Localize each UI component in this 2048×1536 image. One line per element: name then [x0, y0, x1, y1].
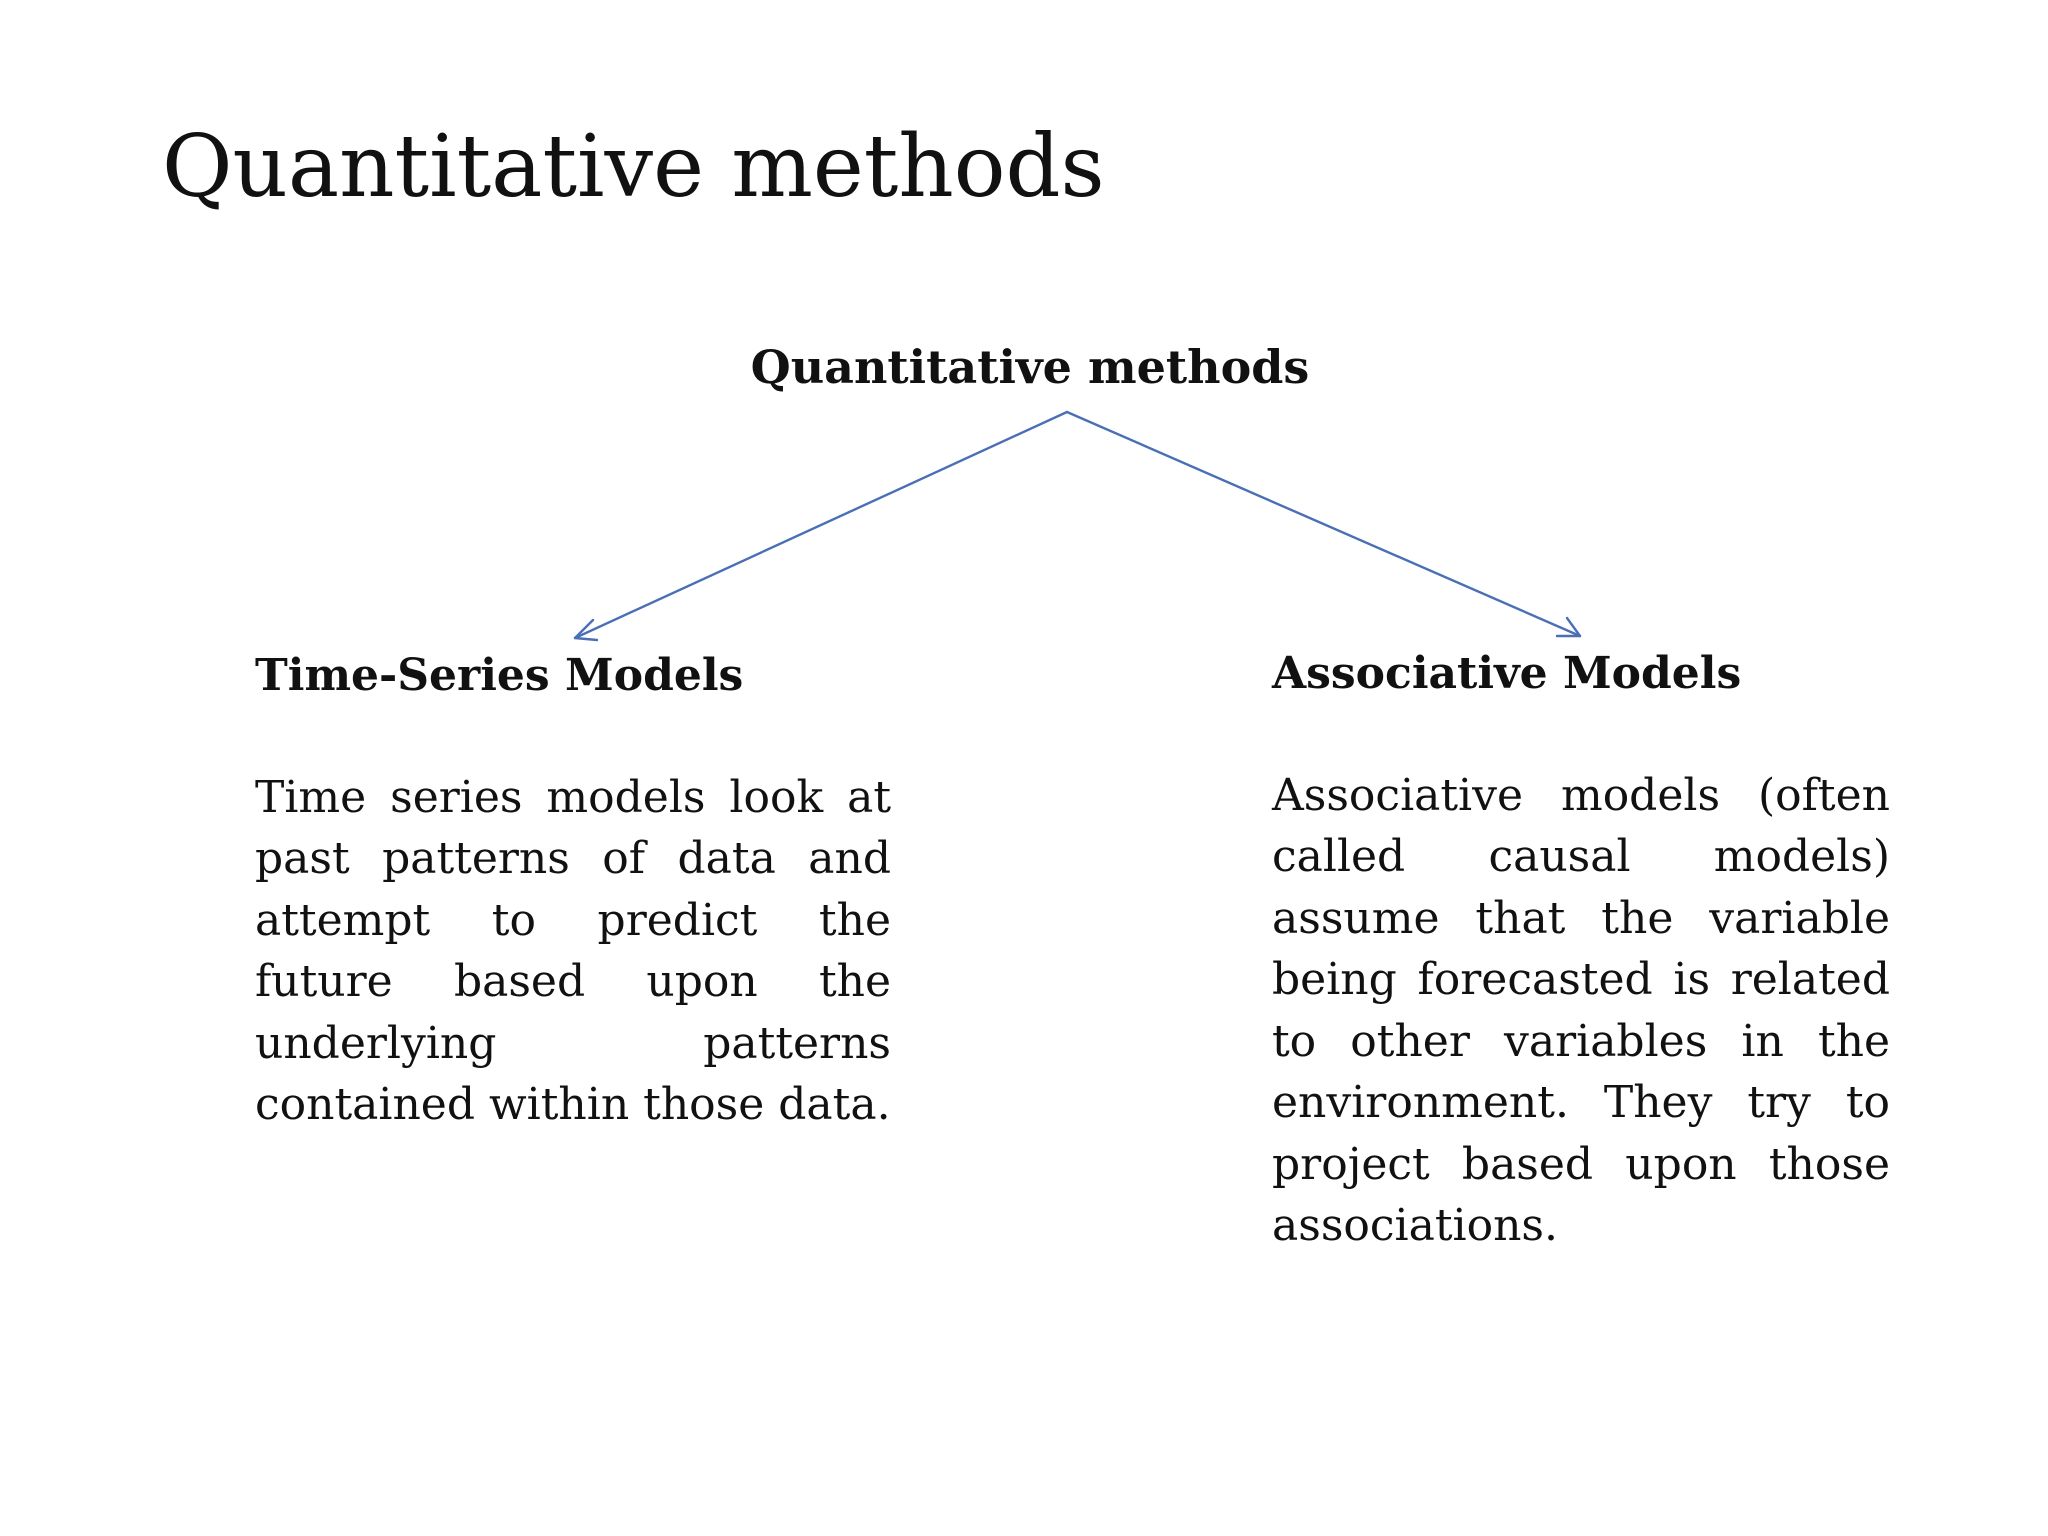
associative-description: Associative models (often called causal models) assume that the variable being forecasted is related to other variables in the environment. They try to project based upon those associations.: [1272, 769, 1890, 1252]
arrow-to-time-series: [575, 412, 1067, 638]
associative-branch: [1272, 648, 1890, 1257]
slide-title: Quantitative methods: [162, 117, 1105, 217]
time-series-heading: Time-Series Models: [255, 650, 744, 701]
arrow-to-associative: [1067, 412, 1580, 636]
associative-heading: Associative Models: [1272, 648, 1742, 699]
arrowhead-time-series: [575, 620, 597, 640]
time-series-branch: [255, 650, 891, 1136]
arrowhead-associative: [1557, 618, 1580, 636]
diagram-root-node: Quantitative methods: [750, 340, 1310, 394]
time-series-description: Time series models look at past patterns of data and attempt to predict the future based upon the underlying patterns contained within those data.: [255, 771, 891, 1131]
